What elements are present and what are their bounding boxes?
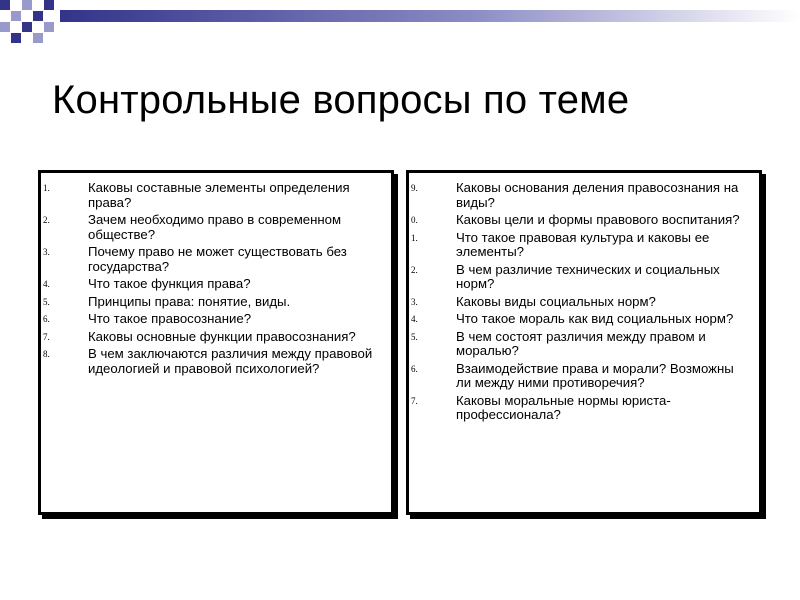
question-number: 5.: [411, 331, 418, 342]
question-number: 6.: [43, 314, 50, 324]
question-item: [41, 330, 381, 345]
question-item: [409, 295, 749, 310]
question-text: Каковы виды социальных норм?: [456, 293, 656, 309]
deco-square: [0, 0, 10, 10]
deco-square: [44, 0, 54, 10]
question-number: 3.: [43, 247, 50, 257]
question-number: 1.: [411, 232, 418, 243]
question-text: Что такое правовая культура и каковы ее элементы?: [456, 229, 710, 259]
question-number: 4.: [411, 314, 418, 324]
deco-square: [33, 11, 43, 21]
question-item: [409, 213, 749, 228]
question-text: Взаимодействие права и морали? Возможны ли между ними противоречия?: [456, 360, 734, 390]
question-number: 6.: [411, 363, 418, 374]
deco-square: [0, 22, 10, 32]
question-text: В чем состоят различия между правом и моралью?: [456, 328, 706, 358]
question-text: Каковы моральные нормы юриста-профессионала?: [456, 392, 671, 422]
question-number: 5.: [43, 296, 50, 307]
question-number: 8.: [43, 349, 50, 359]
question-item: [41, 312, 381, 327]
question-text: Каковы основные функции правосознания?: [88, 328, 356, 344]
deco-square: [22, 22, 32, 32]
question-item: [41, 277, 381, 292]
question-item: [41, 347, 381, 376]
question-item: [409, 312, 749, 327]
question-number: 7.: [43, 331, 50, 342]
question-text: Каковы составные элементы определения права?: [88, 180, 350, 210]
question-number: 0.: [411, 215, 418, 225]
deco-square: [11, 11, 21, 21]
question-item: [409, 330, 749, 359]
question-text: Что такое мораль как вид социальных норм?: [456, 311, 734, 326]
deco-square: [33, 33, 43, 43]
question-text: В чем различие технических и социальных норм?: [456, 261, 720, 291]
deco-square: [22, 0, 32, 10]
question-number: 3.: [411, 296, 418, 307]
question-item: [41, 245, 381, 274]
header-gradient-band: [60, 10, 800, 22]
question-item: [409, 263, 749, 292]
question-item: [41, 213, 381, 242]
question-text: Зачем необходимо право в современном обществе?: [88, 212, 342, 242]
question-text: В чем заключаются различия между правовой идеологией и правовой психологией?: [88, 346, 373, 376]
header-decoration: [0, 0, 800, 50]
question-text: Что такое функция права?: [88, 276, 251, 291]
questions-box-right: [406, 170, 762, 515]
question-text: Почему право не может существовать без государства?: [88, 244, 347, 274]
question-text: Каковы цели и формы правового воспитания?: [456, 212, 740, 227]
question-item: [41, 295, 381, 310]
question-list-left: [41, 173, 391, 376]
question-text: Принципы права: понятие, виды.: [88, 293, 291, 309]
question-item: [409, 394, 749, 423]
question-number: 4.: [43, 279, 50, 289]
question-text: Что такое правосознание?: [88, 311, 252, 326]
question-item: [409, 362, 749, 391]
question-item: [41, 181, 381, 210]
deco-square: [44, 22, 54, 32]
question-number: 2.: [411, 264, 418, 275]
question-text: Каковы основания деления правосознания на виды?: [456, 180, 739, 210]
question-item: [409, 181, 749, 210]
page-title: Контрольные вопросы по теме: [52, 78, 630, 122]
question-list-right: [409, 173, 759, 423]
deco-square: [11, 33, 21, 43]
question-number: 7.: [411, 395, 418, 406]
questions-box-left: [38, 170, 394, 515]
question-number: 9.: [411, 183, 418, 193]
question-number: 1.: [43, 183, 50, 193]
question-item: [409, 231, 749, 260]
question-number: 2.: [43, 215, 50, 225]
